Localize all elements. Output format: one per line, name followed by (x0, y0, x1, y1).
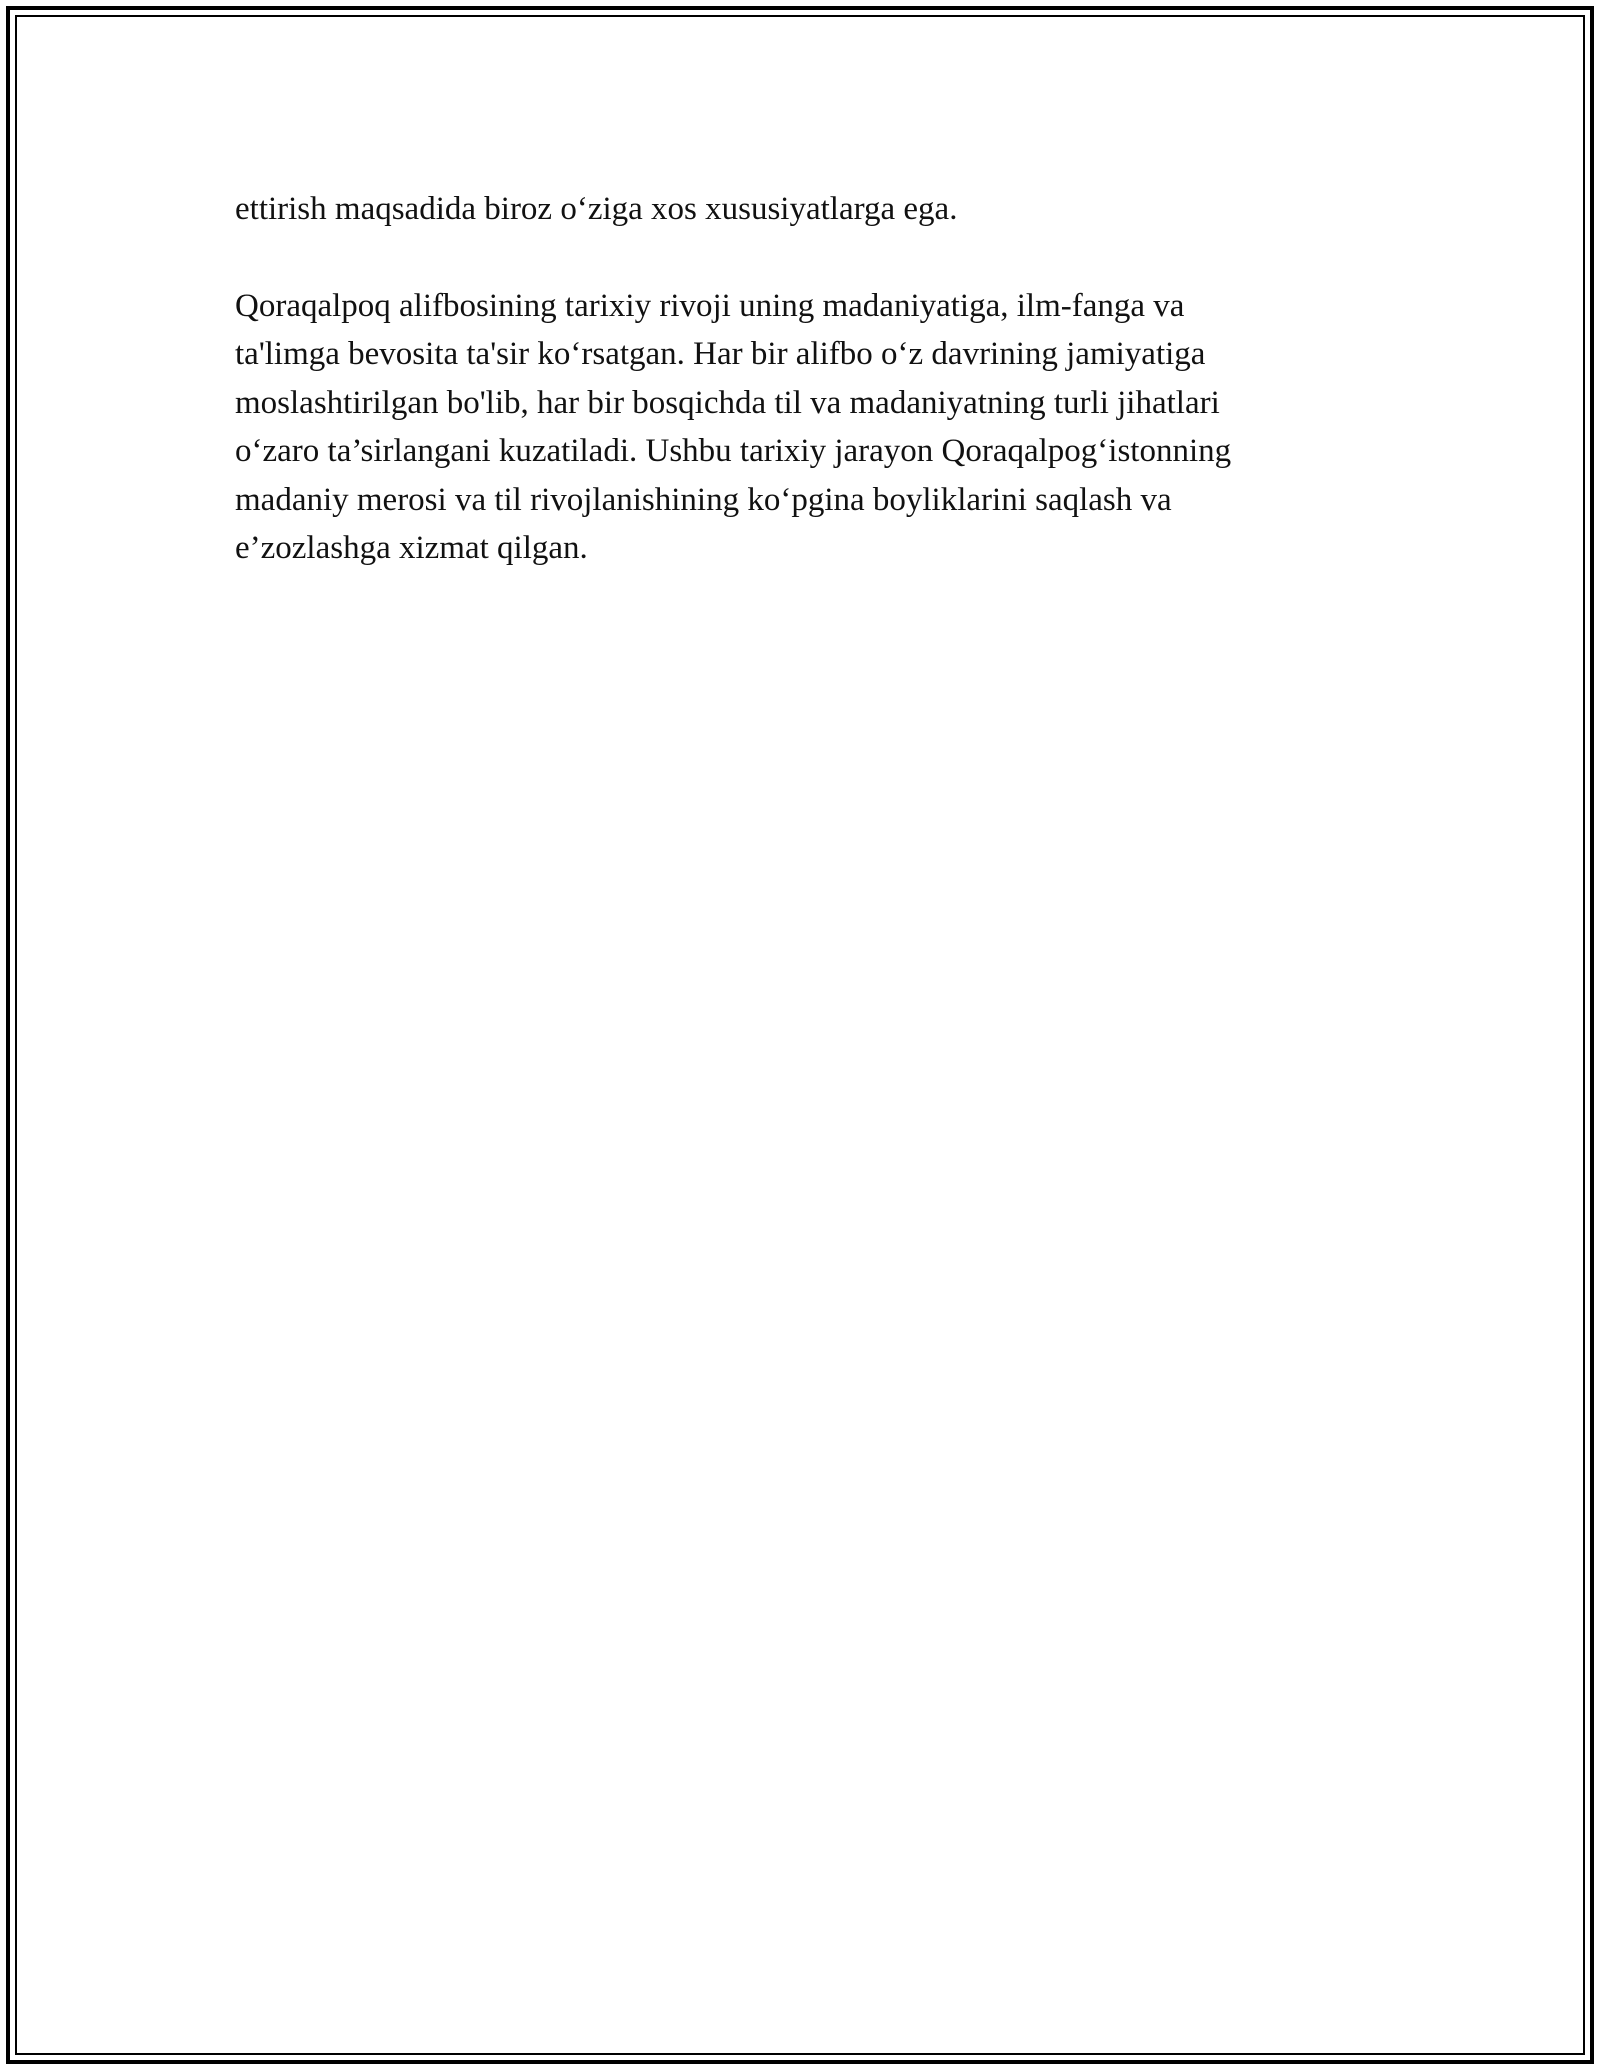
text-line: ta'limga bevosita ta'sir ko‘rsatgan. Har bir alifbo o‘z davrining jamiyatiga (235, 336, 1206, 372)
text-line: e’zozlashga xizmat qilgan. (235, 530, 588, 566)
paragraph-alphabet-history (235, 282, 1365, 573)
text-line: madaniy merosi va til rivojlanishining ko‘pgina boyliklarini saqlash va (235, 481, 1172, 518)
text-line: ettirish maqsadida biroz o‘ziga xos xususiyatlarga ega. (235, 191, 958, 227)
text-line: moslashtirilgan bo'lib, har bir bosqichda til va madaniyatning turli jihatlari (235, 384, 1220, 421)
text-line: Qoraqalpoq alifbosining tarixiy rivoji uning madaniyatiga, ilm-fanga va (235, 287, 1185, 324)
paragraph-continuation (235, 185, 1365, 234)
document-body (235, 185, 1365, 573)
text-line: o‘zaro ta’sirlangani kuzatiladi. Ushbu tarixiy jarayon Qoraqalpog‘istonning (235, 433, 1232, 469)
